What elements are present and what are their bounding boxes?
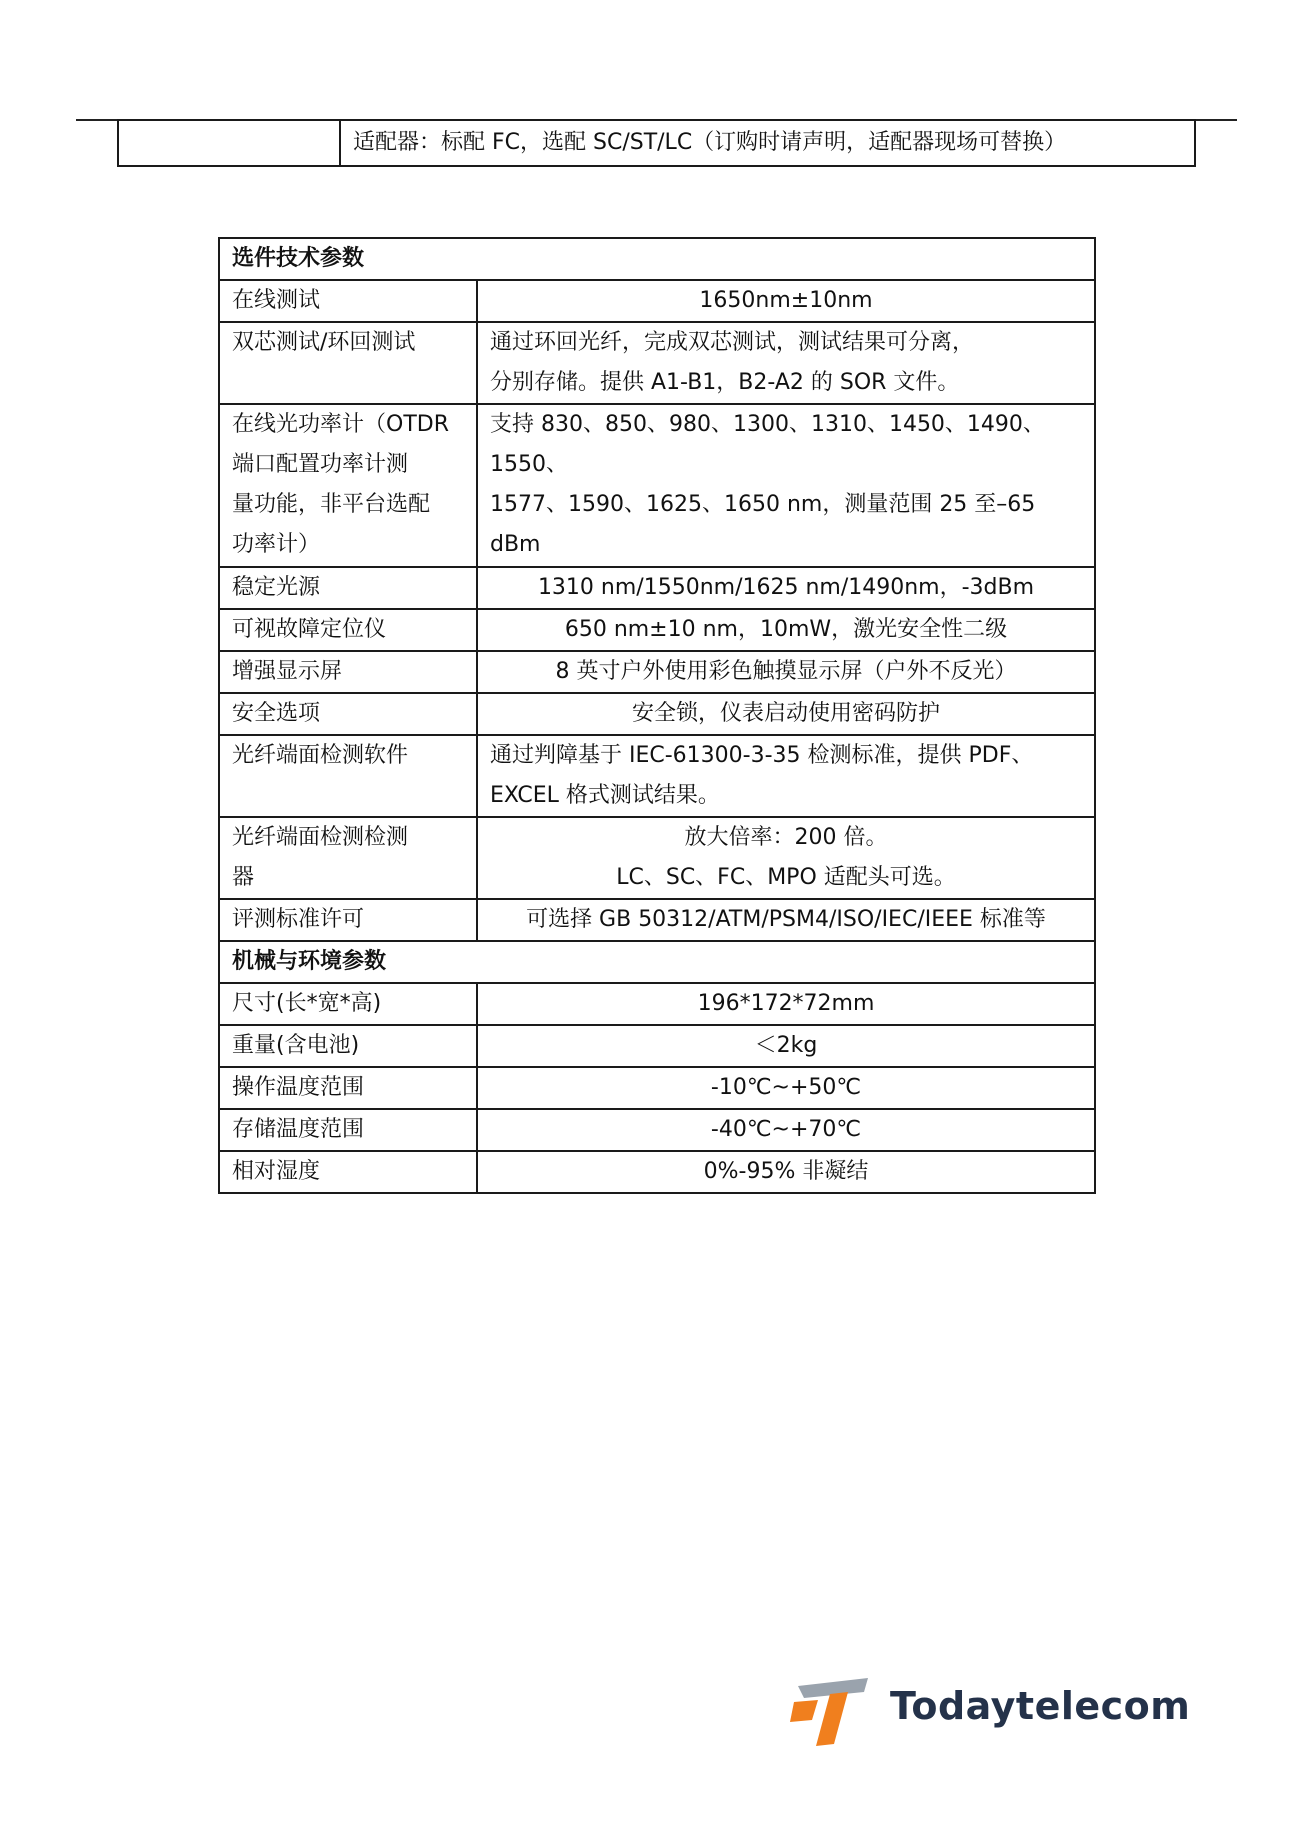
continuation-value-cell: 适配器：标配 FC，选配 SC/ST/LC（订购时请声明，适配器现场可替换） [340,120,1195,166]
row-value: 通过环回光纤，完成双芯测试，测试结果可分离， 分别存储。提供 A1-B1，B2-A2 的 SOR 文件。 [477,322,1095,404]
todaytelecom-logo-icon [790,1672,880,1748]
row-value: ＜2kg [477,1025,1095,1067]
row-label: 双芯测试/环回测试 [219,322,477,404]
row-value: 支持 830、850、980、1300、1310、1450、1490、1550、 1577、1590、1625、1650 nm，测量范围 25 至–65 dBm [477,404,1095,567]
row-value: 0%-95% 非凝结 [477,1151,1095,1193]
row-value: 安全锁，仪表启动使用密码防护 [477,693,1095,735]
row-label: 在线测试 [219,280,477,322]
section-title: 选件技术参数 [219,238,1095,280]
row-value: 通过判障基于 IEC-61300-3-35 检测标准，提供 PDF、 EXCEL 格式测试结果。 [477,735,1095,817]
table-row [219,1151,1095,1193]
row-label: 光纤端面检测检测 器 [219,817,477,899]
row-value: 1650nm±10nm [477,280,1095,322]
table-row [219,817,1095,899]
row-label: 相对湿度 [219,1151,477,1193]
row-value: -40℃~+70℃ [477,1109,1095,1151]
row-label: 安全选项 [219,693,477,735]
row-label: 评测标准许可 [219,899,477,941]
company-logo [790,1672,1191,1748]
row-value: 放大倍率：200 倍。 LC、SC、FC、MPO 适配头可选。 [477,817,1095,899]
row-value: 8 英寸户外使用彩色触摸显示屏（户外不反光） [477,651,1095,693]
table-row [219,404,1095,567]
row-value: 650 nm±10 nm，10mW，激光安全性二级 [477,609,1095,651]
table-row [219,1109,1095,1151]
table-row [219,983,1095,1025]
row-value: 196*172*72mm [477,983,1095,1025]
row-value: 可选择 GB 50312/ATM/PSM4/ISO/IEC/IEEE 标准等 [477,899,1095,941]
row-label: 可视故障定位仪 [219,609,477,651]
row-label: 操作温度范围 [219,1067,477,1109]
table-row [118,120,1195,166]
spec-table [218,237,1096,1194]
section-header-row [219,238,1095,280]
row-label: 存储温度范围 [219,1109,477,1151]
row-label: 增强显示屏 [219,651,477,693]
table-row [219,899,1095,941]
table-row [219,735,1095,817]
table-row [219,322,1095,404]
table-row [219,609,1095,651]
row-label: 在线光功率计（OTDR 端口配置功率计测 量功能，非平台选配 功率计） [219,404,477,567]
logo-text: Todaytelecom [890,1684,1191,1728]
row-value: -10℃~+50℃ [477,1067,1095,1109]
table-row [219,693,1095,735]
row-label: 稳定光源 [219,567,477,609]
table-row [219,1067,1095,1109]
row-label: 尺寸(长*宽*高) [219,983,477,1025]
table-row [219,280,1095,322]
section-title: 机械与环境参数 [219,941,1095,983]
continuation-label-cell [118,120,340,166]
row-label: 重量(含电池) [219,1025,477,1067]
row-value: 1310 nm/1550nm/1625 nm/1490nm，-3dBm [477,567,1095,609]
table-row [219,651,1095,693]
table-row [219,1025,1095,1067]
row-label: 光纤端面检测软件 [219,735,477,817]
table-row [219,567,1095,609]
continuation-table [117,119,1196,167]
section-header-row [219,941,1095,983]
